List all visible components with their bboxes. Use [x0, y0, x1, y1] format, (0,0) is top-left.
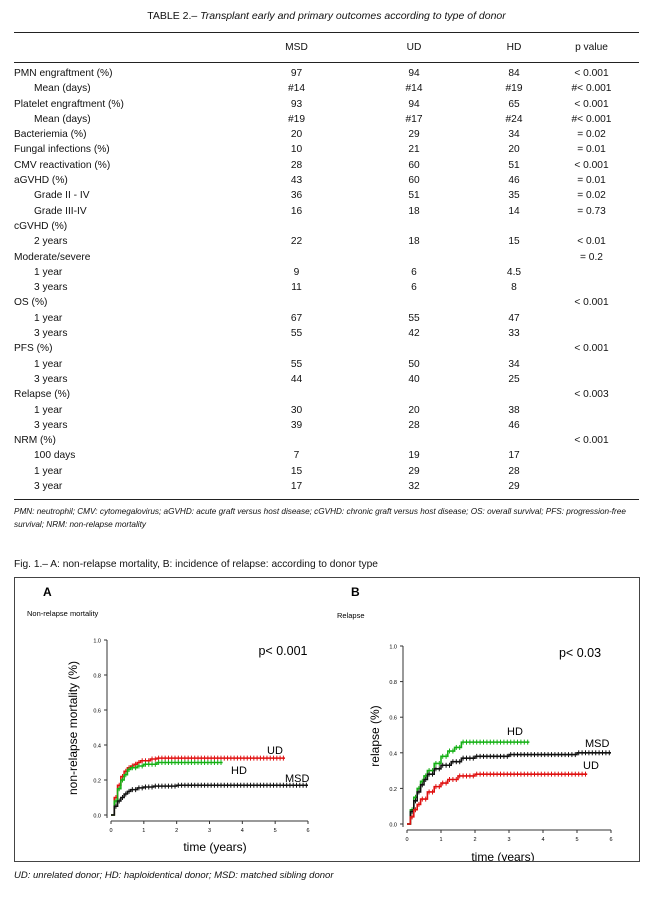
- row-label: Mean (days): [34, 113, 91, 125]
- table-cell: 25: [508, 373, 520, 385]
- table-row: [14, 311, 639, 326]
- table-cell: = 0.2: [580, 251, 603, 263]
- row-label: 3 years: [34, 373, 68, 385]
- table-cell: 50: [408, 358, 420, 370]
- series-label: HD: [231, 765, 247, 777]
- table-cell: 18: [408, 236, 420, 248]
- figure-caption: Fig. 1.– A: non-relapse mortality, B: incidence of relapse: according to donor type: [14, 559, 378, 570]
- table-cell: [344, 250, 484, 265]
- series-line-hd: [111, 763, 223, 816]
- table-cell: #19: [288, 113, 305, 125]
- x-tick-label: 0: [109, 828, 113, 834]
- x-tick-label: 4: [541, 837, 545, 843]
- row-label: 3 years: [34, 419, 68, 431]
- outcomes-table: [14, 38, 639, 494]
- table-row: [14, 219, 639, 234]
- table-cell: 8: [511, 282, 517, 294]
- p-value-annotation: p< 0.03: [558, 646, 602, 660]
- table-row: [14, 433, 639, 448]
- x-axis-label: time (years): [183, 840, 247, 854]
- row-label: Platelet engraftment (%): [14, 98, 124, 110]
- table-cell: 34: [508, 129, 520, 141]
- row-label: 2 years: [34, 236, 68, 248]
- table-cell: 38: [508, 404, 520, 416]
- row-label: CMV reactivation (%): [14, 159, 111, 171]
- table-cell: 55: [408, 312, 420, 324]
- table-cell: 44: [290, 373, 303, 385]
- row-label: Grade III-IV: [34, 205, 87, 217]
- table-cell: #14: [288, 83, 305, 95]
- y-tick-label: 0.2: [389, 786, 397, 793]
- table-footnote: PMN: neutrophil; CMV: cytomegalovirus; aGVHD: acute graft versus host disease; cGVHD: chronic graft versus host disease; OS: overall survival; PFS: progression-free survival; NRM: non-relapse mortality: [14, 507, 626, 529]
- table-row: [14, 326, 639, 341]
- table-row: [14, 357, 639, 372]
- table-cell: 55: [290, 358, 303, 370]
- figure-note: UD: unrelated donor; HD: haploidentical donor; MSD: matched sibling donor: [14, 870, 334, 881]
- table-cell: #< 0.001: [571, 83, 612, 95]
- table-row: [14, 418, 639, 433]
- row-label: 1 year: [34, 266, 63, 278]
- y-tick-label: 0.4: [389, 751, 397, 758]
- table-cell: < 0.001: [574, 343, 609, 355]
- table-cell: [544, 372, 639, 387]
- table-cell: [544, 418, 639, 433]
- table-cell: 28: [408, 419, 420, 431]
- column-header: p value: [575, 42, 608, 54]
- y-axis-label: non-relapse mortality (%): [66, 660, 80, 796]
- x-tick-label: 5: [273, 828, 277, 834]
- table-row: [14, 448, 639, 463]
- row-label: 3 years: [34, 282, 68, 294]
- table-cell: = 0.01: [577, 175, 606, 187]
- table-row: [14, 127, 639, 142]
- table-row: [14, 341, 639, 356]
- table-row: [14, 81, 639, 96]
- table-cell: 22: [290, 236, 303, 248]
- table-row: [14, 234, 639, 249]
- table-row: [14, 66, 639, 81]
- table-row: [14, 188, 639, 203]
- table-cell: 94: [408, 68, 420, 79]
- table-cell: 93: [290, 98, 303, 110]
- table-cell: 29: [408, 465, 420, 477]
- y-tick-label: 1.0: [93, 638, 101, 645]
- table-top-rule: [14, 32, 639, 33]
- row-label: Grade II - IV: [34, 190, 90, 202]
- y-tick-label: 0.2: [93, 778, 101, 785]
- row-label: 3 years: [34, 328, 68, 340]
- table-row: [14, 280, 639, 295]
- table-cell: 11: [291, 282, 302, 294]
- row-label: 1 year: [34, 465, 63, 477]
- table-cell: < 0.001: [574, 435, 609, 447]
- x-tick-label: 3: [207, 828, 212, 834]
- table-cell: 14: [508, 205, 520, 217]
- table-row: [14, 403, 639, 418]
- table-cell: < 0.001: [574, 159, 609, 171]
- table-row: [14, 479, 639, 494]
- table-cell: [344, 433, 484, 448]
- row-label: Moderate/severe: [14, 251, 91, 263]
- table-cell: [249, 250, 344, 265]
- table-cell: 20: [508, 144, 520, 156]
- y-axis-label: relapse (%): [368, 705, 382, 767]
- x-tick-label: 0: [405, 837, 409, 843]
- table-cell: 20: [290, 129, 303, 141]
- table-cell: = 0.02: [577, 190, 606, 202]
- panel-title: Relapse: [337, 611, 365, 620]
- y-tick-label: 0.6: [389, 715, 397, 722]
- table-cell: 67: [290, 312, 303, 324]
- table-header-row: [14, 38, 639, 58]
- table-bottom-rule: [14, 499, 639, 500]
- table-cell: < 0.001: [574, 297, 609, 309]
- row-label: 1 year: [34, 358, 63, 370]
- x-tick-label: 4: [240, 828, 244, 834]
- column-header: HD: [506, 42, 522, 54]
- table-cell: 28: [290, 159, 303, 171]
- table-cell: [544, 479, 639, 494]
- table-cell: [544, 326, 639, 341]
- table-cell: 19: [408, 450, 420, 462]
- table-cell: 10: [290, 144, 303, 156]
- p-value-annotation: p< 0.001: [258, 644, 308, 658]
- table-cell: 30: [290, 404, 303, 416]
- row-label: NRM (%): [14, 435, 56, 447]
- table-row: [14, 265, 639, 280]
- table-cell: 60: [408, 159, 420, 171]
- column-header: MSD: [285, 42, 308, 54]
- table-cell: = 0.02: [577, 129, 606, 141]
- row-label: 1 year: [34, 404, 63, 416]
- table-cell: [484, 250, 544, 265]
- series-label: HD: [507, 726, 523, 738]
- table-cell: 46: [508, 175, 520, 187]
- table-row: [14, 112, 639, 127]
- table-caption-prefix: TABLE 2.–: [147, 10, 198, 22]
- row-label: Bacteriemia (%): [14, 129, 87, 141]
- table-cell: = 0.01: [577, 144, 606, 156]
- y-tick-label: 0.0: [389, 822, 397, 829]
- table-cell: 4.5: [506, 266, 522, 278]
- row-label: 100 days: [34, 450, 76, 462]
- row-label: PFS (%): [14, 343, 53, 355]
- table-cell: 94: [408, 98, 420, 110]
- table-row: [14, 173, 639, 188]
- table-row: [14, 372, 639, 387]
- row-label: Mean (days): [34, 83, 91, 95]
- table-cell: [544, 265, 639, 280]
- table-cell: 51: [408, 190, 420, 202]
- x-tick-label: 2: [473, 837, 477, 843]
- table-cell: 6: [411, 282, 417, 294]
- table-row: [14, 464, 639, 479]
- table-cell: 40: [408, 373, 420, 385]
- row-label: OS (%): [14, 297, 48, 309]
- table-cell: < 0.003: [574, 389, 609, 401]
- table-cell: 84: [508, 68, 520, 79]
- x-tick-label: 1: [142, 828, 146, 834]
- series-line-msd: [111, 785, 308, 815]
- x-tick-label: 6: [609, 837, 613, 843]
- table-cell: [344, 341, 484, 356]
- table-cell: 28: [508, 465, 520, 477]
- table-cell: [249, 295, 344, 310]
- table-cell: 29: [408, 129, 420, 141]
- x-tick-label: 2: [175, 828, 179, 834]
- table-row: [14, 250, 639, 265]
- row-label: aGVHD (%): [14, 175, 68, 187]
- table-cell: 33: [508, 328, 520, 340]
- table-cell: [484, 295, 544, 310]
- series-label: UD: [583, 760, 599, 772]
- table-cell: 36: [290, 190, 303, 202]
- row-label: PMN engraftment (%): [14, 68, 113, 79]
- table-cell: [249, 433, 344, 448]
- table-cell: #19: [505, 83, 523, 95]
- row-label: cGVHD (%): [14, 220, 68, 232]
- series-label: MSD: [585, 738, 610, 750]
- row-label: Relapse (%): [14, 389, 71, 401]
- table-cell: 43: [290, 175, 303, 187]
- table-cell: [484, 387, 544, 402]
- table-cell: 35: [508, 190, 520, 202]
- y-tick-label: 1.0: [389, 644, 397, 651]
- table-cell: 46: [508, 419, 520, 431]
- figure-box: [14, 577, 640, 862]
- table-cell: [344, 219, 484, 234]
- column-header: UD: [406, 42, 422, 54]
- table-cell: 21: [408, 144, 420, 156]
- table-cell: 6: [411, 266, 417, 278]
- table-cell: [544, 219, 639, 234]
- x-axis-label: time (years): [471, 850, 535, 861]
- panel-title: Non-relapse mortality: [27, 609, 99, 618]
- table-cell: 47: [508, 312, 520, 324]
- x-tick-label: 5: [575, 837, 579, 843]
- x-tick-label: 1: [439, 837, 443, 843]
- series-label: UD: [267, 745, 283, 757]
- table-cell: [544, 311, 639, 326]
- table-cell: [544, 357, 639, 372]
- table-cell: [344, 387, 484, 402]
- table-cell: #14: [405, 83, 423, 95]
- table-row: [14, 142, 639, 157]
- y-tick-label: 0.4: [93, 743, 101, 750]
- y-tick-label: 0.8: [389, 680, 397, 687]
- table-cell: 97: [290, 68, 303, 79]
- series-label: MSD: [285, 773, 310, 785]
- x-tick-label: 6: [306, 828, 310, 834]
- table-cell: 15: [508, 236, 520, 248]
- table-cell: 18: [408, 205, 420, 217]
- table-row: [14, 158, 639, 173]
- table-cell: 20: [408, 404, 420, 416]
- panel-letter: B: [351, 585, 360, 599]
- table-cell: #24: [505, 113, 523, 125]
- table-cell: #17: [405, 113, 423, 125]
- table-cell: [544, 280, 639, 295]
- x-tick-label: 3: [507, 837, 511, 843]
- table-cell: 39: [290, 419, 303, 431]
- y-tick-label: 0.8: [93, 673, 101, 680]
- table-cell: 32: [408, 481, 420, 493]
- table-row: [14, 204, 639, 219]
- table-cell: < 0.01: [577, 236, 606, 248]
- table-cell: 15: [290, 465, 303, 477]
- table-caption: [0, 10, 653, 22]
- table-cell: 42: [408, 328, 420, 340]
- row-label: 1 year: [34, 312, 63, 324]
- column-header: [14, 38, 249, 58]
- table-row: [14, 97, 639, 112]
- table-cell: [249, 341, 344, 356]
- table-cell: [344, 295, 484, 310]
- table-cell: 60: [408, 175, 420, 187]
- row-label: Fungal infections (%): [14, 144, 110, 156]
- table-cell: #< 0.001: [571, 113, 612, 125]
- y-tick-label: 0.6: [93, 708, 101, 715]
- table-cell: [484, 433, 544, 448]
- table-cell: [484, 219, 544, 234]
- table-cell: 9: [293, 266, 300, 278]
- table-cell: 51: [508, 159, 520, 171]
- table-cell: < 0.001: [574, 68, 609, 79]
- table-cell: 34: [508, 358, 520, 370]
- table-cell: 65: [508, 98, 520, 110]
- table-row: [14, 295, 639, 310]
- table-cell: 17: [508, 450, 520, 462]
- table-cell: [544, 403, 639, 418]
- y-tick-label: 0.0: [93, 813, 101, 820]
- table-cell: [484, 341, 544, 356]
- table-cell: 16: [290, 205, 303, 217]
- table-cell: [249, 387, 344, 402]
- table-cell: 7: [293, 450, 300, 462]
- table-cell: [544, 448, 639, 463]
- figure-svg: [15, 578, 639, 861]
- table-cell: = 0.73: [577, 205, 606, 217]
- table-cell: < 0.001: [574, 98, 609, 110]
- table-cell: 17: [290, 481, 303, 493]
- table-cell: [249, 219, 344, 234]
- table-cell: [544, 464, 639, 479]
- table-cell: 29: [508, 481, 520, 493]
- table-cell: 55: [290, 328, 303, 340]
- table-caption-text: Transplant early and primary outcomes according to type of donor: [200, 10, 506, 22]
- series-line-ud: [407, 774, 587, 824]
- panel-letter: A: [43, 585, 52, 599]
- row-label: 3 year: [34, 481, 63, 493]
- table-row: [14, 387, 639, 402]
